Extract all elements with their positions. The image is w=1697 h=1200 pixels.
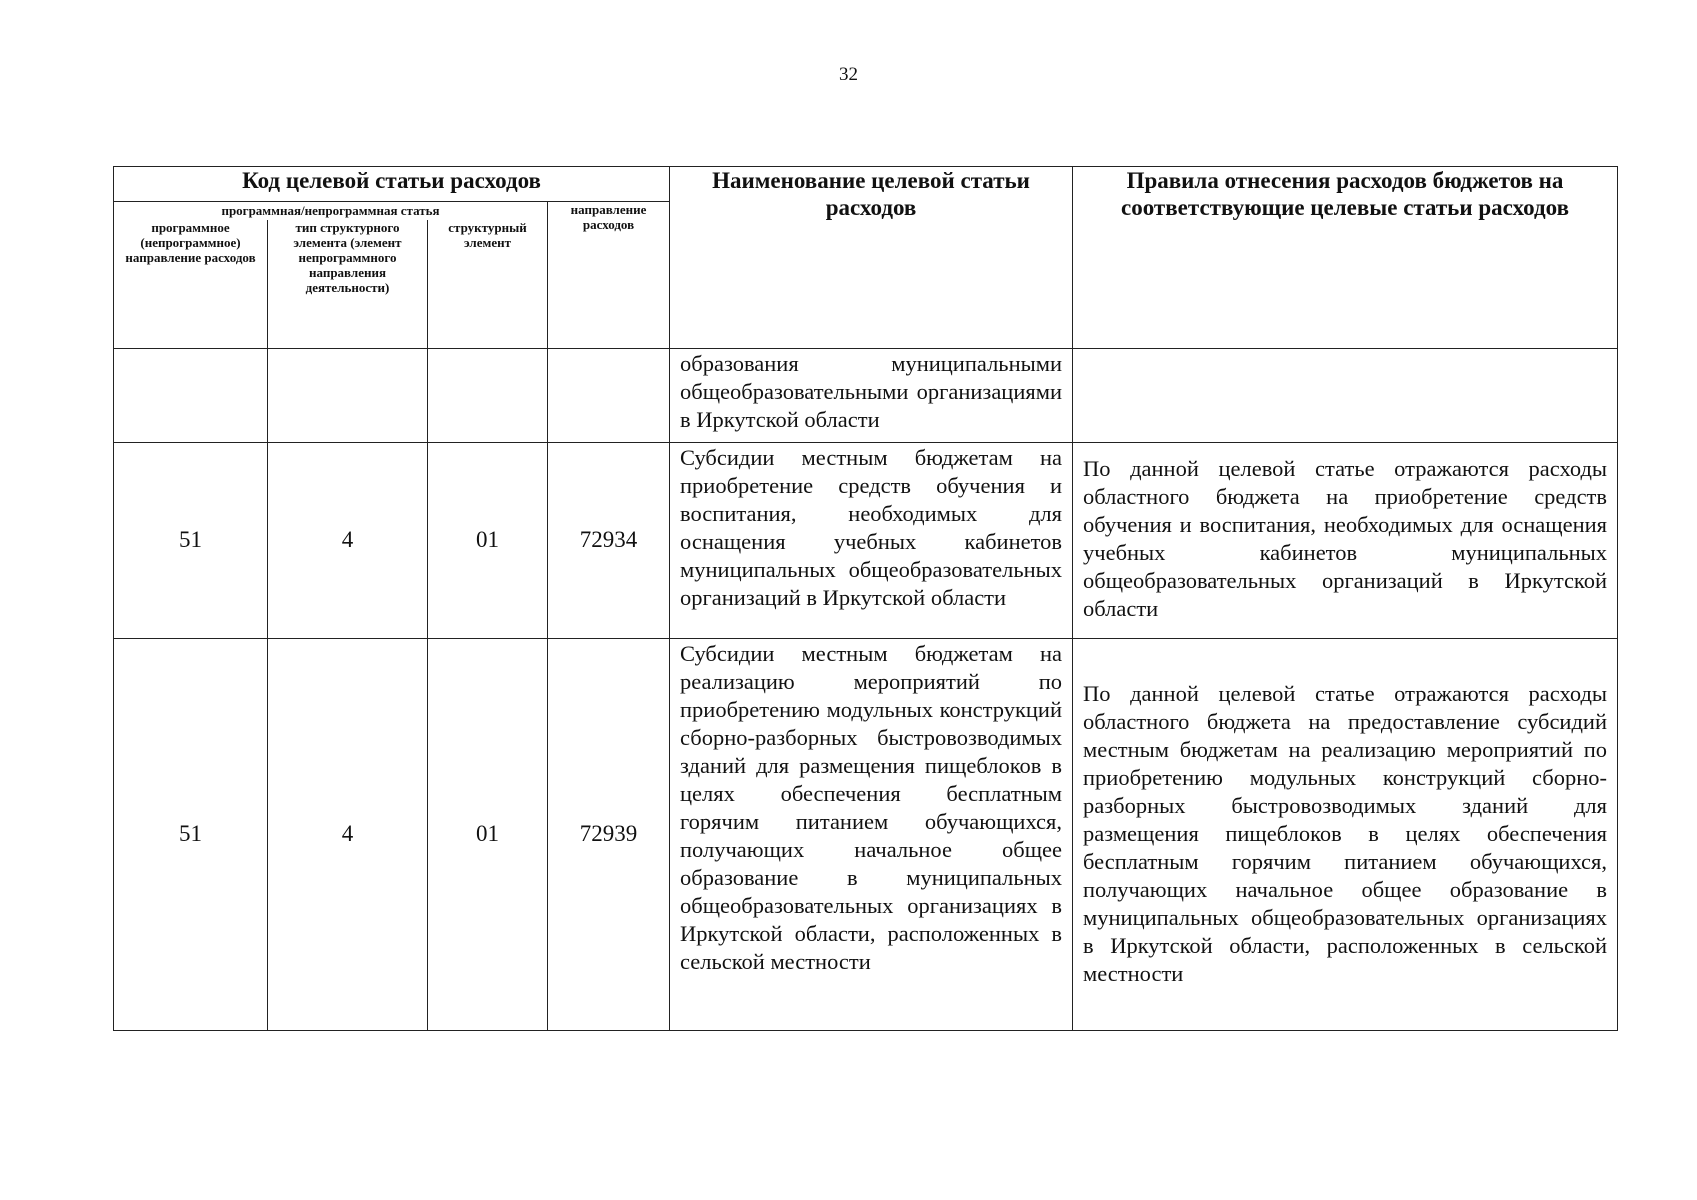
table-row xyxy=(114,348,1618,442)
page-number: 32 xyxy=(839,64,858,85)
header-code-title: Код целевой статьи расходов xyxy=(114,167,670,202)
direction-code-cell: 72939 xyxy=(548,638,670,1030)
article-rule-cell: По данной целевой статье отражаются расходы областного бюджета на приобретение средств обучения и воспитания, необходимых для оснащения учебных кабинетов муниципальных общеобразовательных организаций в Иркутской области xyxy=(1073,442,1618,638)
program-code-cell: 51 xyxy=(114,638,268,1030)
type-code-cell xyxy=(268,348,428,442)
program-code-cell xyxy=(114,348,268,442)
type-code-cell: 4 xyxy=(268,442,428,638)
direction-code-cell xyxy=(548,348,670,442)
element-code-cell: 01 xyxy=(428,442,548,638)
header-structure-element: структурный элемент xyxy=(428,220,548,348)
header-direction: направление расходов xyxy=(548,202,670,349)
table-row xyxy=(114,442,1618,638)
header-program-article: программная/непрограммная статья xyxy=(114,202,548,221)
element-code-cell xyxy=(428,348,548,442)
program-code-cell: 51 xyxy=(114,442,268,638)
header-name-title: Наименование целевой статьи расходов xyxy=(670,167,1073,349)
element-code-cell: 01 xyxy=(428,638,548,1030)
header-rules-title: Правила отнесения расходов бюджетов на соответствующие целевые статьи расходов xyxy=(1073,167,1618,349)
header-program-direction: программное (непрограммное) направление расходов xyxy=(114,220,268,348)
type-code-cell: 4 xyxy=(268,638,428,1030)
article-name-cell: образования муниципальными общеобразовательными организациями в Иркутской области xyxy=(670,348,1073,442)
article-rule-cell xyxy=(1073,348,1618,442)
header-structure-type: тип структурного элемента (элемент непрограммного направления деятельности) xyxy=(268,220,428,348)
header-row-1 xyxy=(114,167,1618,202)
article-name-cell: Субсидии местным бюджетам на приобретение средств обучения и воспитания, необходимых для оснащения учебных кабинетов муниципальных общеобразовательных организаций в Иркутской области xyxy=(670,442,1073,638)
article-name-cell: Субсидии местным бюджетам на реализацию мероприятий по приобретению модульных конструкций сборно-разборных быстровозводимых зданий для размещения пищеблоков в целях обеспечения бесплатным горячим питанием обучающихся, получающих начальное общее образование в муниципальных общеобразовательных организациях в Иркутской области, расположенных в сельской местности xyxy=(670,638,1073,1030)
budget-classification-table xyxy=(113,166,1618,1031)
table-row xyxy=(114,638,1618,1030)
article-rule-cell: По данной целевой статье отражаются расходы областного бюджета на предоставление субсидий местным бюджетам на реализацию мероприятий по приобретению модульных конструкций сборно-разборных быстровозводимых зданий для размещения пищеблоков в целях обеспечения бесплатным горячим питанием обучающихся, получающих начальное общее образование в муниципальных общеобразовательных организациях в Иркутской области, расположенных в сельской местности xyxy=(1073,638,1618,1030)
direction-code-cell: 72934 xyxy=(548,442,670,638)
